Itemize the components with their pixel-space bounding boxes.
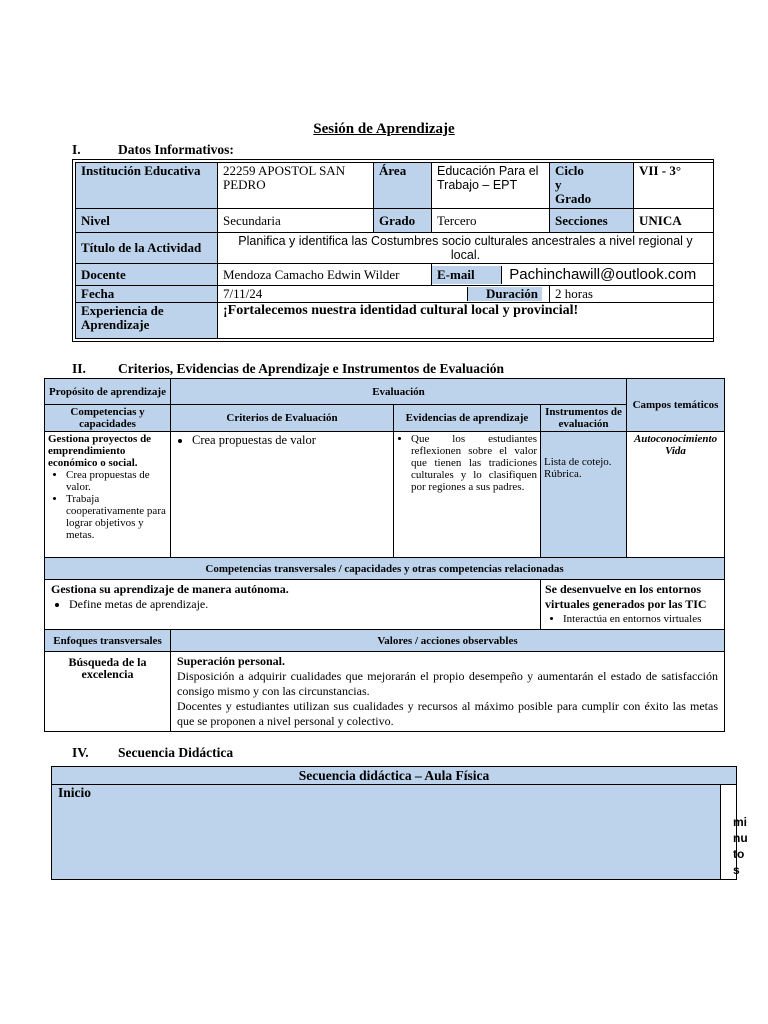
ciclo-value: VII - 3° [634, 163, 714, 209]
minutos-label: minutos [733, 815, 748, 877]
section-1-heading [72, 142, 234, 158]
section-1-number: I. [72, 142, 81, 157]
criterios-cell [171, 432, 394, 558]
ciclo-label: Ciclo [555, 163, 584, 178]
section-4-number: IV. [72, 745, 89, 760]
valor-paragraph-2: Docentes y estudiantes utilizan sus cualidades y recursos al máximo posible para cumplir con éxito las metas que se proponen a nivel personal y colectivo. [177, 699, 719, 728]
valor-paragraph-1: Disposición a adquirir cualidades que mejorarán el propio desempeño y aumentarán el estado de satisfacción consigo mismo y con las circunstancias. [177, 669, 719, 698]
evidencias-list [397, 433, 537, 493]
enfoque-value: Búsqueda de la excelencia [45, 652, 171, 732]
transversales-header: Competencias transversales / capacidades y otras competencias relacionadas [45, 558, 725, 580]
transversal-right-title: Se desenvuelve en los entornos virtuales generados por las TIC [545, 582, 707, 611]
secciones-value: UNICA [634, 209, 714, 233]
evidencia-item: • Que los estudiantes reflexionen sobre el valor que tienen las tradiciones culturales y lo clasifiquen por regiones a sus padres. [411, 433, 537, 493]
section-2-heading [72, 361, 504, 377]
experiencia-value: ¡Fortalecemos nuestra identidad cultural local y provincial! [218, 303, 714, 339]
experiencia-label: Experiencia de Aprendizaje [76, 303, 218, 339]
transversal-right-list [545, 612, 720, 627]
secciones-label: Secciones [550, 209, 634, 233]
evaluacion-header: Evaluación [171, 379, 627, 405]
grado-value: Tercero [432, 209, 550, 233]
secuencia-title: Secuencia didáctica – Aula Física [52, 767, 737, 785]
section-4-title: Secuencia Didáctica [118, 745, 234, 760]
instrumentos-value: Lista de cotejo. Rúbrica. [541, 432, 627, 558]
email-label: E-mail [432, 266, 502, 284]
valor-title: Superación personal. [177, 654, 286, 668]
competencia-text: Gestiona proyectos de emprendimiento económico o social. [48, 433, 152, 469]
transversal-left-list [51, 597, 534, 612]
titulo-value: Planifica y identifica las Costumbres socio culturales ancestrales a nivel regional y local. [218, 233, 714, 264]
secuencia-table [51, 766, 737, 880]
capacidad-item: • Trabaja cooperativamente para lograr objetivos y metas. [66, 493, 167, 541]
grado-label: Grado [374, 209, 432, 233]
transversal-right-cell [541, 580, 725, 630]
nivel-value: Secundaria [218, 209, 374, 233]
evidencias-header: Evidencias de aprendizaje [394, 405, 541, 432]
section-2-number: II. [72, 361, 86, 376]
email-value: Pachinchawill@outlook.com [509, 265, 697, 283]
valores-header: Valores / acciones observables [171, 630, 725, 652]
transversal-left-cell [45, 580, 541, 630]
section-1-title: Datos Informativos: [118, 142, 234, 157]
criterio-item: • Crea propuestas de valor [192, 433, 390, 447]
nivel-label: Nivel [76, 209, 218, 233]
section-2-title: Criterios, Evidencias de Aprendizaje e Instrumentos de Evaluación [118, 361, 504, 376]
area-label: Área [374, 163, 432, 209]
instrumentos-header: Instrumentos de evaluación [541, 405, 627, 432]
duracion-label: Duración [468, 287, 542, 301]
docente-label: Docente [76, 264, 218, 286]
docente-value: Mendoza Camacho Edwin Wilder [218, 264, 432, 286]
enfoques-header: Enfoques transversales [45, 630, 171, 652]
datos-informativos-table [75, 162, 714, 339]
transversal-left-title: Gestiona su aprendizaje de manera autónoma. [51, 582, 289, 596]
ciclo-grado-label [550, 163, 634, 209]
capacidad-item: • Crea propuestas de valor. [66, 469, 167, 493]
fecha-label: Fecha [76, 286, 218, 303]
transversal-right-item: • Interactúa en entornos virtuales [563, 612, 720, 627]
fecha-cell [218, 286, 550, 303]
institucion-value: 22259 APOSTOL SAN PEDRO [218, 163, 374, 209]
evidencias-cell [394, 432, 541, 558]
grado-label-2: Grado [555, 191, 592, 206]
campo-autoconocimiento: Autoconocimiento [633, 433, 718, 445]
datos-informativos-frame [72, 159, 714, 342]
capacidades-list [48, 469, 167, 541]
criterios-list [174, 433, 390, 447]
campo-vida: Vida [665, 445, 686, 457]
fecha-value: 7/11/24 [218, 287, 468, 301]
competencia-cell [45, 432, 171, 558]
criterios-table [44, 378, 725, 732]
campos-header: Campos temáticos [627, 379, 725, 432]
proposito-header: Propósito de aprendizaje [45, 379, 171, 405]
inicio-label: Inicio [52, 785, 721, 880]
competencias-header: Competencias y capacidades [45, 405, 171, 432]
area-value: Educación Para el Trabajo – EPT [432, 163, 550, 209]
institucion-label: Institución Educativa [76, 163, 218, 209]
y-label: y [555, 177, 562, 192]
transversal-left-item: • Define metas de aprendizaje. [69, 597, 534, 612]
campos-cell [627, 432, 725, 558]
section-4-heading [72, 745, 233, 761]
duracion-value: 2 horas [550, 286, 714, 303]
valores-cell [171, 652, 725, 732]
page-title: Sesión de Aprendizaje [313, 121, 455, 137]
titulo-label: Título de la Actividad [76, 233, 218, 264]
email-cell [432, 264, 714, 286]
criterios-header: Criterios de Evaluación [171, 405, 394, 432]
